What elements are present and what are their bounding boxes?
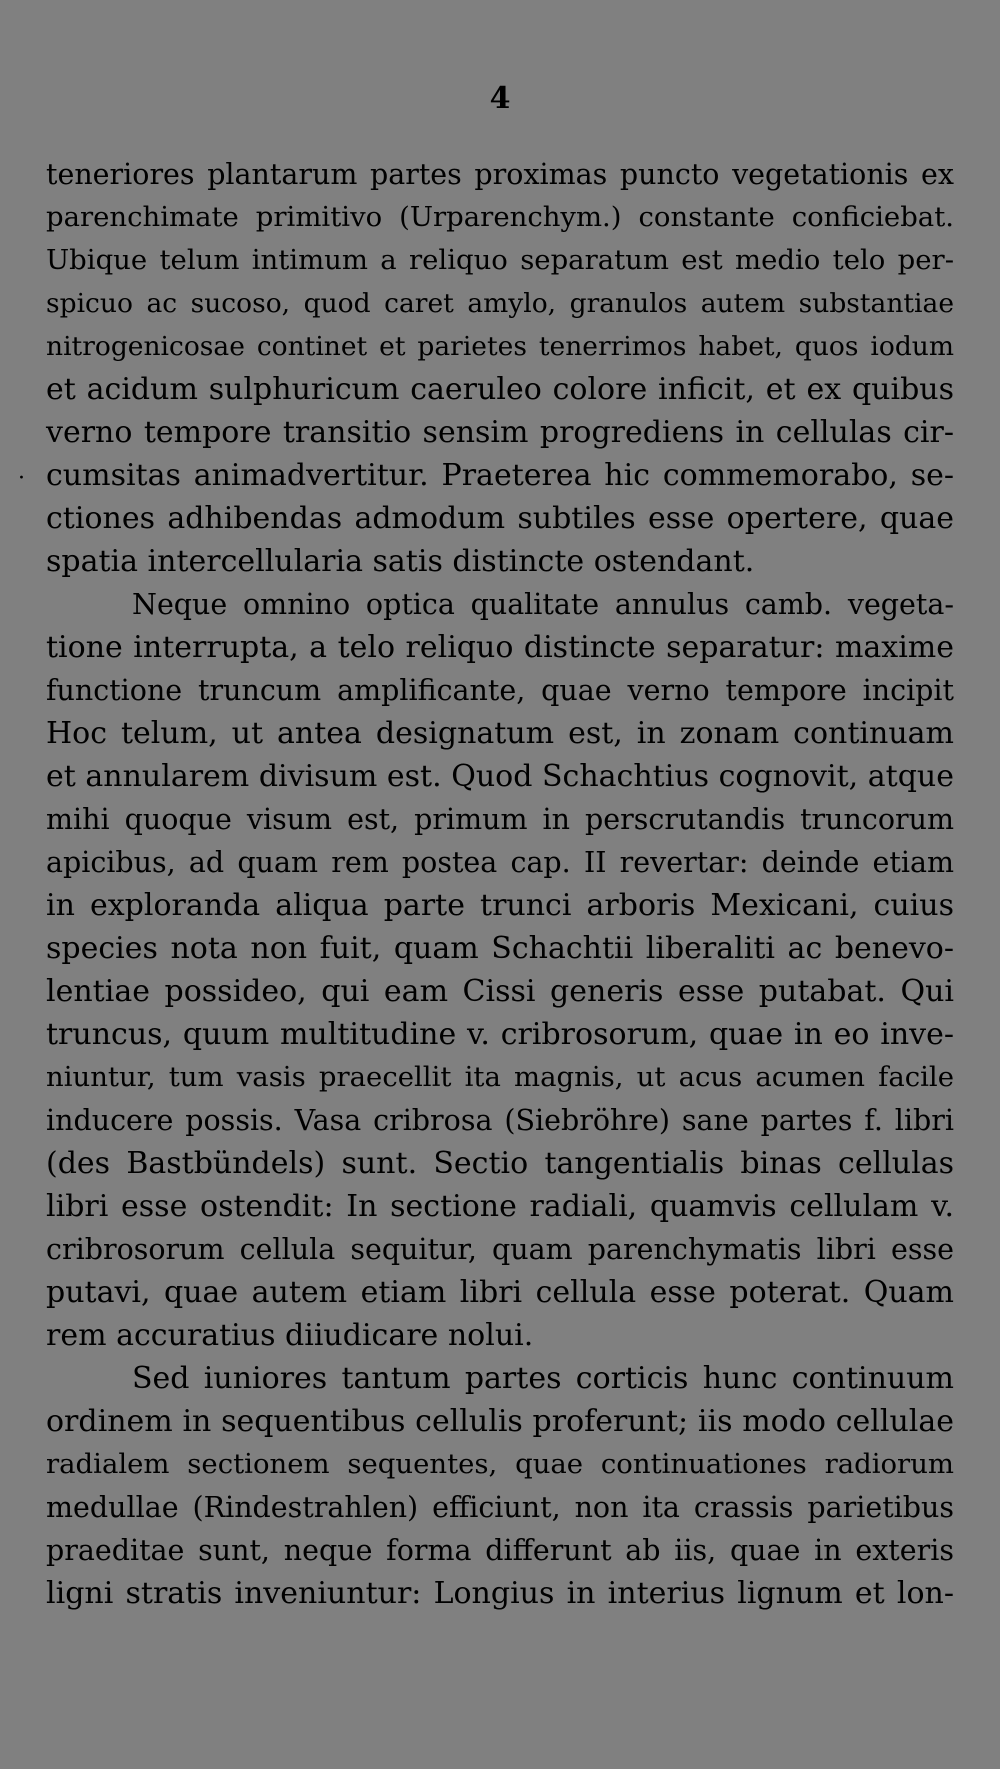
- text-line: truncus, quum multitudine v. cribrosorum, quae in eo inve-: [46, 1017, 954, 1052]
- text-line: (des Bastbündels) sunt. Sectio tangentialis binas cellulas: [46, 1146, 954, 1181]
- text-line: libri esse ostendit: In sectione radiali, quamvis cellulam v.: [46, 1189, 954, 1224]
- text-line: rem accuratius diiudicare nolui.: [46, 1318, 534, 1353]
- text-line: apicibus, ad quam rem postea cap. II revertar: deinde etiam: [46, 846, 954, 879]
- text-line: radialem sectionem sequentes, quae continuationes radiorum: [46, 1448, 954, 1480]
- text-line: inducere possis. Vasa cribrosa (Siebröhre) sane partes f. libri: [46, 1104, 954, 1137]
- text-line: Neque omnino optica qualitate annulus camb. vegeta-: [132, 588, 954, 621]
- page-number: 4: [489, 81, 511, 116]
- text-line: et annularem divisum est. Quod Schachtius cognovit, atque: [46, 759, 954, 794]
- text-line: ctiones adhibendas admodum subtiles esse opertere, quae: [46, 501, 954, 536]
- text-line: tione interrupta, a telo reliquo distincte separatur: maxime: [46, 630, 954, 665]
- paragraph-1: [46, 153, 954, 583]
- text-line: mihi quoque visum est, primum in perscrutandis truncorum: [46, 803, 954, 836]
- text-line: teneriores plantarum partes proximas puncto vegetationis ex: [46, 158, 954, 191]
- text-line: ordinem in sequentibus cellulis proferunt; iis modo cellulae: [46, 1404, 954, 1439]
- text-line: niuntur, tum vasis praecellit ita magnis, ut acus acumen facile: [46, 1061, 954, 1093]
- text-line: parenchimate primitivo (Urparenchym.) constante conficiebat.: [46, 201, 954, 233]
- text-line: Hoc telum, ut antea designatum est, in zonam continuam: [46, 716, 954, 751]
- text-line: species nota non fuit, quam Schachtii liberaliti ac benevo-: [46, 931, 954, 966]
- text-line: et acidum sulphuricum caeruleo colore inficit, et ex quibus: [46, 372, 954, 407]
- text-line: lentiae possideo, qui eam Cissi generis esse putabat. Qui: [46, 974, 954, 1009]
- text-line: medullae (Rindestrahlen) efficiunt, non ita crassis parietibus: [46, 1491, 954, 1524]
- text-line: nitrogenicosae continet et parietes tenerrimos habet, quos iodum: [46, 331, 954, 362]
- text-line: cumsitas animadvertitur. Praeterea hic commemorabo, se-: [46, 458, 954, 493]
- text-line: Sed iuniores tantum partes corticis hunc continuum: [132, 1361, 954, 1396]
- text-line: functione truncum amplificante, quae verno tempore incipit: [46, 674, 954, 707]
- text-line: praeditae sunt, neque forma differunt ab iis, quae in exteris: [46, 1534, 954, 1567]
- body-text: [46, 153, 954, 1615]
- margin-mark: ·: [18, 466, 25, 491]
- paragraph-2: [46, 583, 954, 1357]
- text-line: in exploranda aliqua parte trunci arboris Mexicani, cuius: [46, 888, 954, 923]
- text-line: cribrosorum cellula sequitur, quam parenchymatis libri esse: [46, 1233, 954, 1266]
- text-line: ligni stratis inveniuntur: Longius in interius lignum et lon-: [46, 1576, 954, 1611]
- text-line: verno tempore transitio sensim progrediens in cellulas cir-: [46, 415, 954, 450]
- text-line: putavi, quae autem etiam libri cellula esse poterat. Quam: [46, 1275, 954, 1310]
- paragraph-3: [46, 1357, 954, 1615]
- text-line: Ubique telum intimum a reliquo separatum est medio telo per-: [46, 244, 954, 276]
- text-line: spicuo ac sucoso, quod caret amylo, granulos autem substantiae: [46, 288, 954, 319]
- text-line: spatia intercellularia satis distincte ostendant.: [46, 544, 755, 579]
